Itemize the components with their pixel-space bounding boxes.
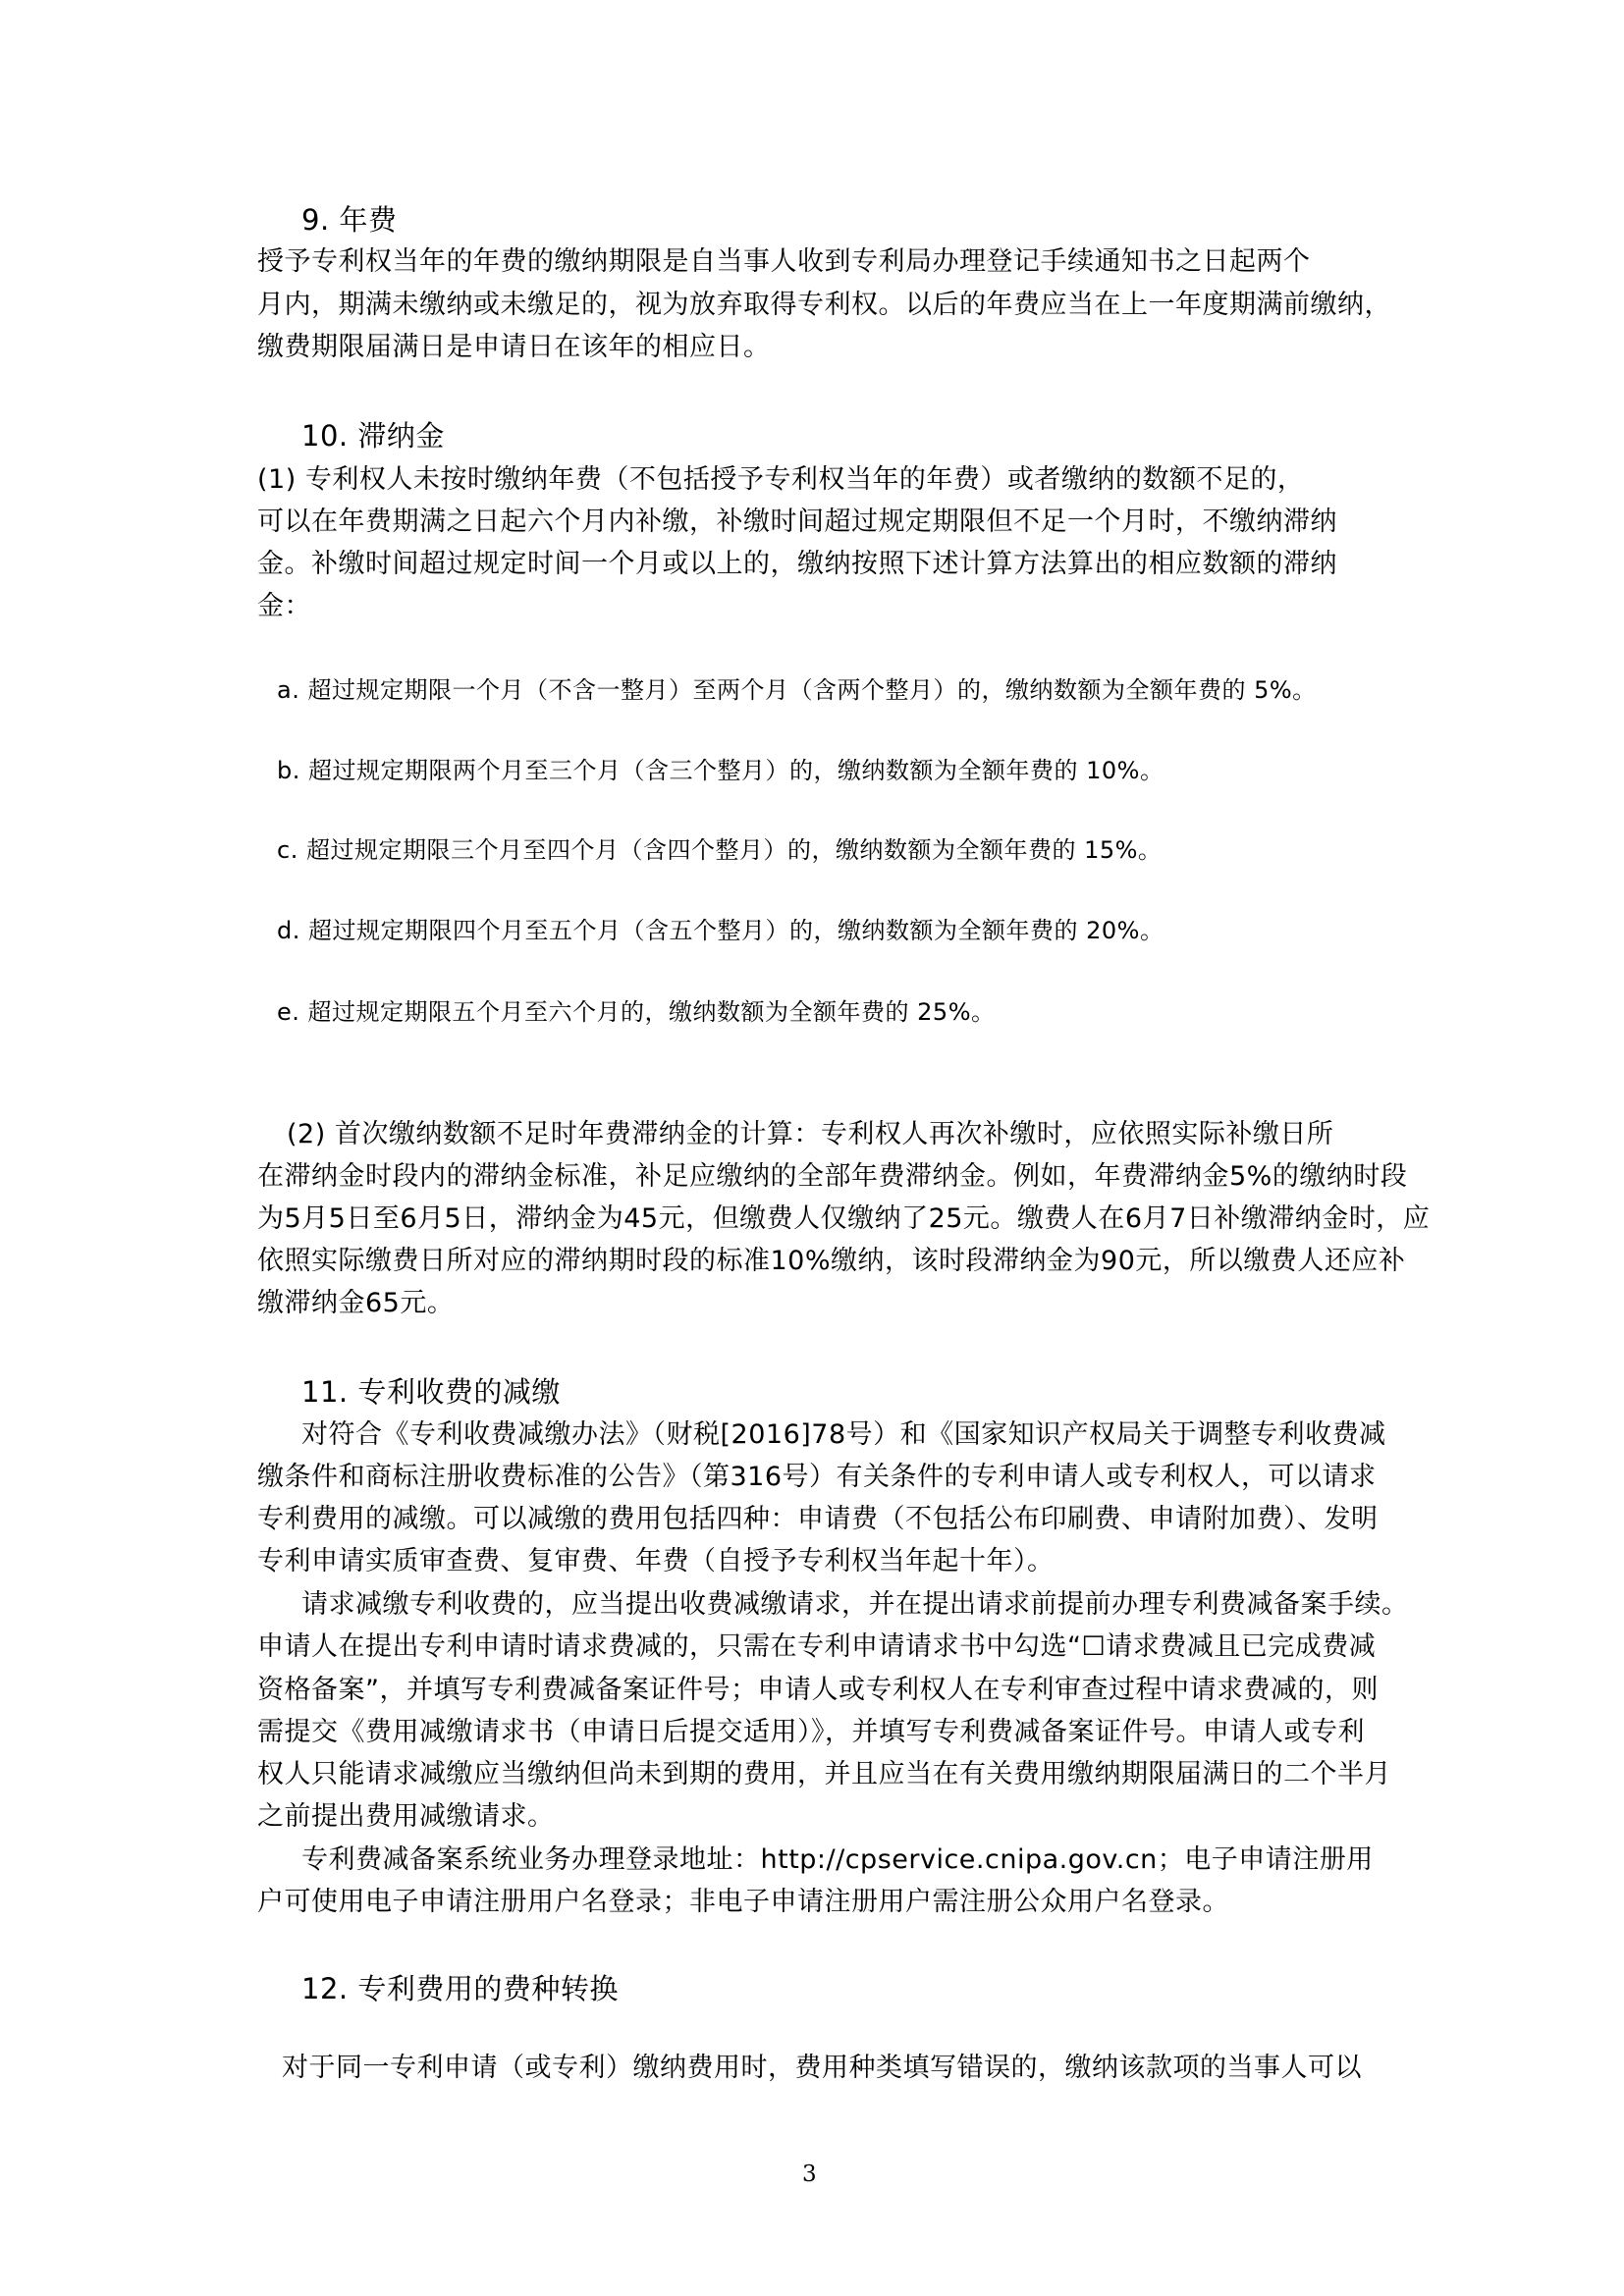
section-12-line-1: 对于同一专利申请（或专利）缴纳费用时，费用种类填写错误的，缴纳该款项的当事人可以: [282, 2053, 1362, 2083]
section-11-para1-line-1: 对符合《专利收费减缴办法》（财税[2016]78号）和《国家知识产权局关于调整专利收费减: [301, 1419, 1386, 1450]
section-11-para3-line-2: 户可使用电子申请注册用户名登录；非电子申请注册用户需注册公众用户名登录。: [257, 1887, 1229, 1917]
late-fee-item-d: d. 超过规定期限四个月至五个月（含五个整月）的，缴纳数额为全额年费的 20%。: [277, 917, 1164, 944]
section-9-heading: 9. 年费: [301, 203, 398, 237]
section-10-para2-line-1: (2) 首次缴纳数额不足时年费滞纳金的计算：专利权人再次补缴时，应依照实际补缴日所: [287, 1119, 1334, 1149]
section-12-heading: 12. 专利费用的费种转换: [301, 1972, 619, 2005]
section-11-para1-line-3: 专利费用的减缴。可以减缴的费用包括四种：申请费（不包括公布印刷费、申请附加费）、发明: [257, 1504, 1379, 1534]
section-10-para2-line-3: 为5月5日至6月5日，滞纳金为45元，但缴费人仅缴纳了25元。缴费人在6月7日补缴滞纳金时，应: [257, 1203, 1431, 1234]
section-10-para2-line-5: 缴滞纳金65元。: [257, 1288, 455, 1318]
section-9-line-1: 授予专利权当年的年费的缴纳期限是自当事人收到专利局办理登记手续通知书之日起两个: [257, 246, 1311, 277]
section-10-para2-line-2: 在滞纳金时段内的滞纳金标准，补足应缴纳的全部年费滞纳金。例如，年费滞纳金5%的缴纳时段: [257, 1161, 1408, 1192]
section-11-para3-line-1: 专利费减备案系统业务办理登录地址：http://cpservice.cnipa.gov.cn；电子申请注册用: [301, 1844, 1374, 1875]
section-11-para1-line-2: 缴条件和商标注册收费标准的公告》（第316号）有关条件的专利申请人或专利权人，可以请求: [257, 1462, 1377, 1492]
section-9-line-3: 缴费期限届满日是申请日在该年的相应日。: [257, 332, 771, 362]
page-number: 3: [802, 2162, 817, 2187]
section-11-para2-line-6: 之前提出费用减缴请求。: [257, 1801, 555, 1832]
section-9-line-2: 月内，期满未缴纳或未缴足的，视为放弃取得专利权。以后的年费应当在上一年度期满前缴纳，: [257, 290, 1391, 320]
section-11-para2-line-2: 申请人在提出专利申请时请求费减的，只需在专利申请请求书中勾选“☐请求费减且已完成费减: [257, 1631, 1377, 1662]
section-11-para1-line-4: 专利申请实质审查费、复审费、年费（自授予专利权当年起十年）。: [257, 1546, 1055, 1576]
section-11-para2-line-1: 请求减缴专利收费的，应当提出收费减缴请求，并在提出请求前提前办理专利费减备案手续。: [301, 1589, 1409, 1620]
section-10-para1-line-1: (1) 专利权人未按时缴纳年费（不包括授予专利权当年的年费）或者缴纳的数额不足的，: [257, 464, 1305, 495]
section-10-para1-line-3: 金。补缴时间超过规定时间一个月或以上的，缴纳按照下述计算方法算出的相应数额的滞纳: [257, 549, 1337, 579]
late-fee-item-e: e. 超过规定期限五个月至六个月的，缴纳数额为全额年费的 25%。: [277, 998, 996, 1026]
section-11-heading: 11. 专利收费的减缴: [301, 1375, 561, 1409]
section-11-para2-line-3: 资格备案”，并填写专利费减备案证件号；申请人或专利权人在专利审查过程中请求费减的，则: [257, 1675, 1379, 1705]
section-10-para1-line-4: 金：: [257, 591, 311, 621]
late-fee-item-c: c. 超过规定期限三个月至四个月（含四个整月）的，缴纳数额为全额年费的 15%。: [277, 836, 1163, 864]
late-fee-item-b: b. 超过规定期限两个月至三个月（含三个整月）的，缴纳数额为全额年费的 10%。: [277, 757, 1164, 784]
section-11-para2-line-5: 权人只能请求减缴应当缴纳但尚未到期的费用，并且应当在有关费用缴纳期限届满日的二个半月: [257, 1759, 1391, 1789]
section-10-para2-line-4: 依照实际缴费日所对应的滞纳期时段的标准10%缴纳，该时段滞纳金为90元，所以缴费人还应补: [257, 1246, 1406, 1276]
section-10-para1-line-2: 可以在年费期满之日起六个月内补缴，补缴时间超过规定期限但不足一个月时，不缴纳滞纳: [257, 507, 1337, 537]
section-10-heading: 10. 滞纳金: [301, 419, 445, 453]
late-fee-item-a: a. 超过规定期限一个月（不含一整月）至两个月（含两个整月）的，缴纳数额为全额年费的 5%。: [277, 676, 1317, 704]
section-11-para2-line-4: 需提交《费用减缴请求书（申请日后提交适用）》，并填写专利费减备案证件号。申请人或专利: [257, 1717, 1365, 1747]
